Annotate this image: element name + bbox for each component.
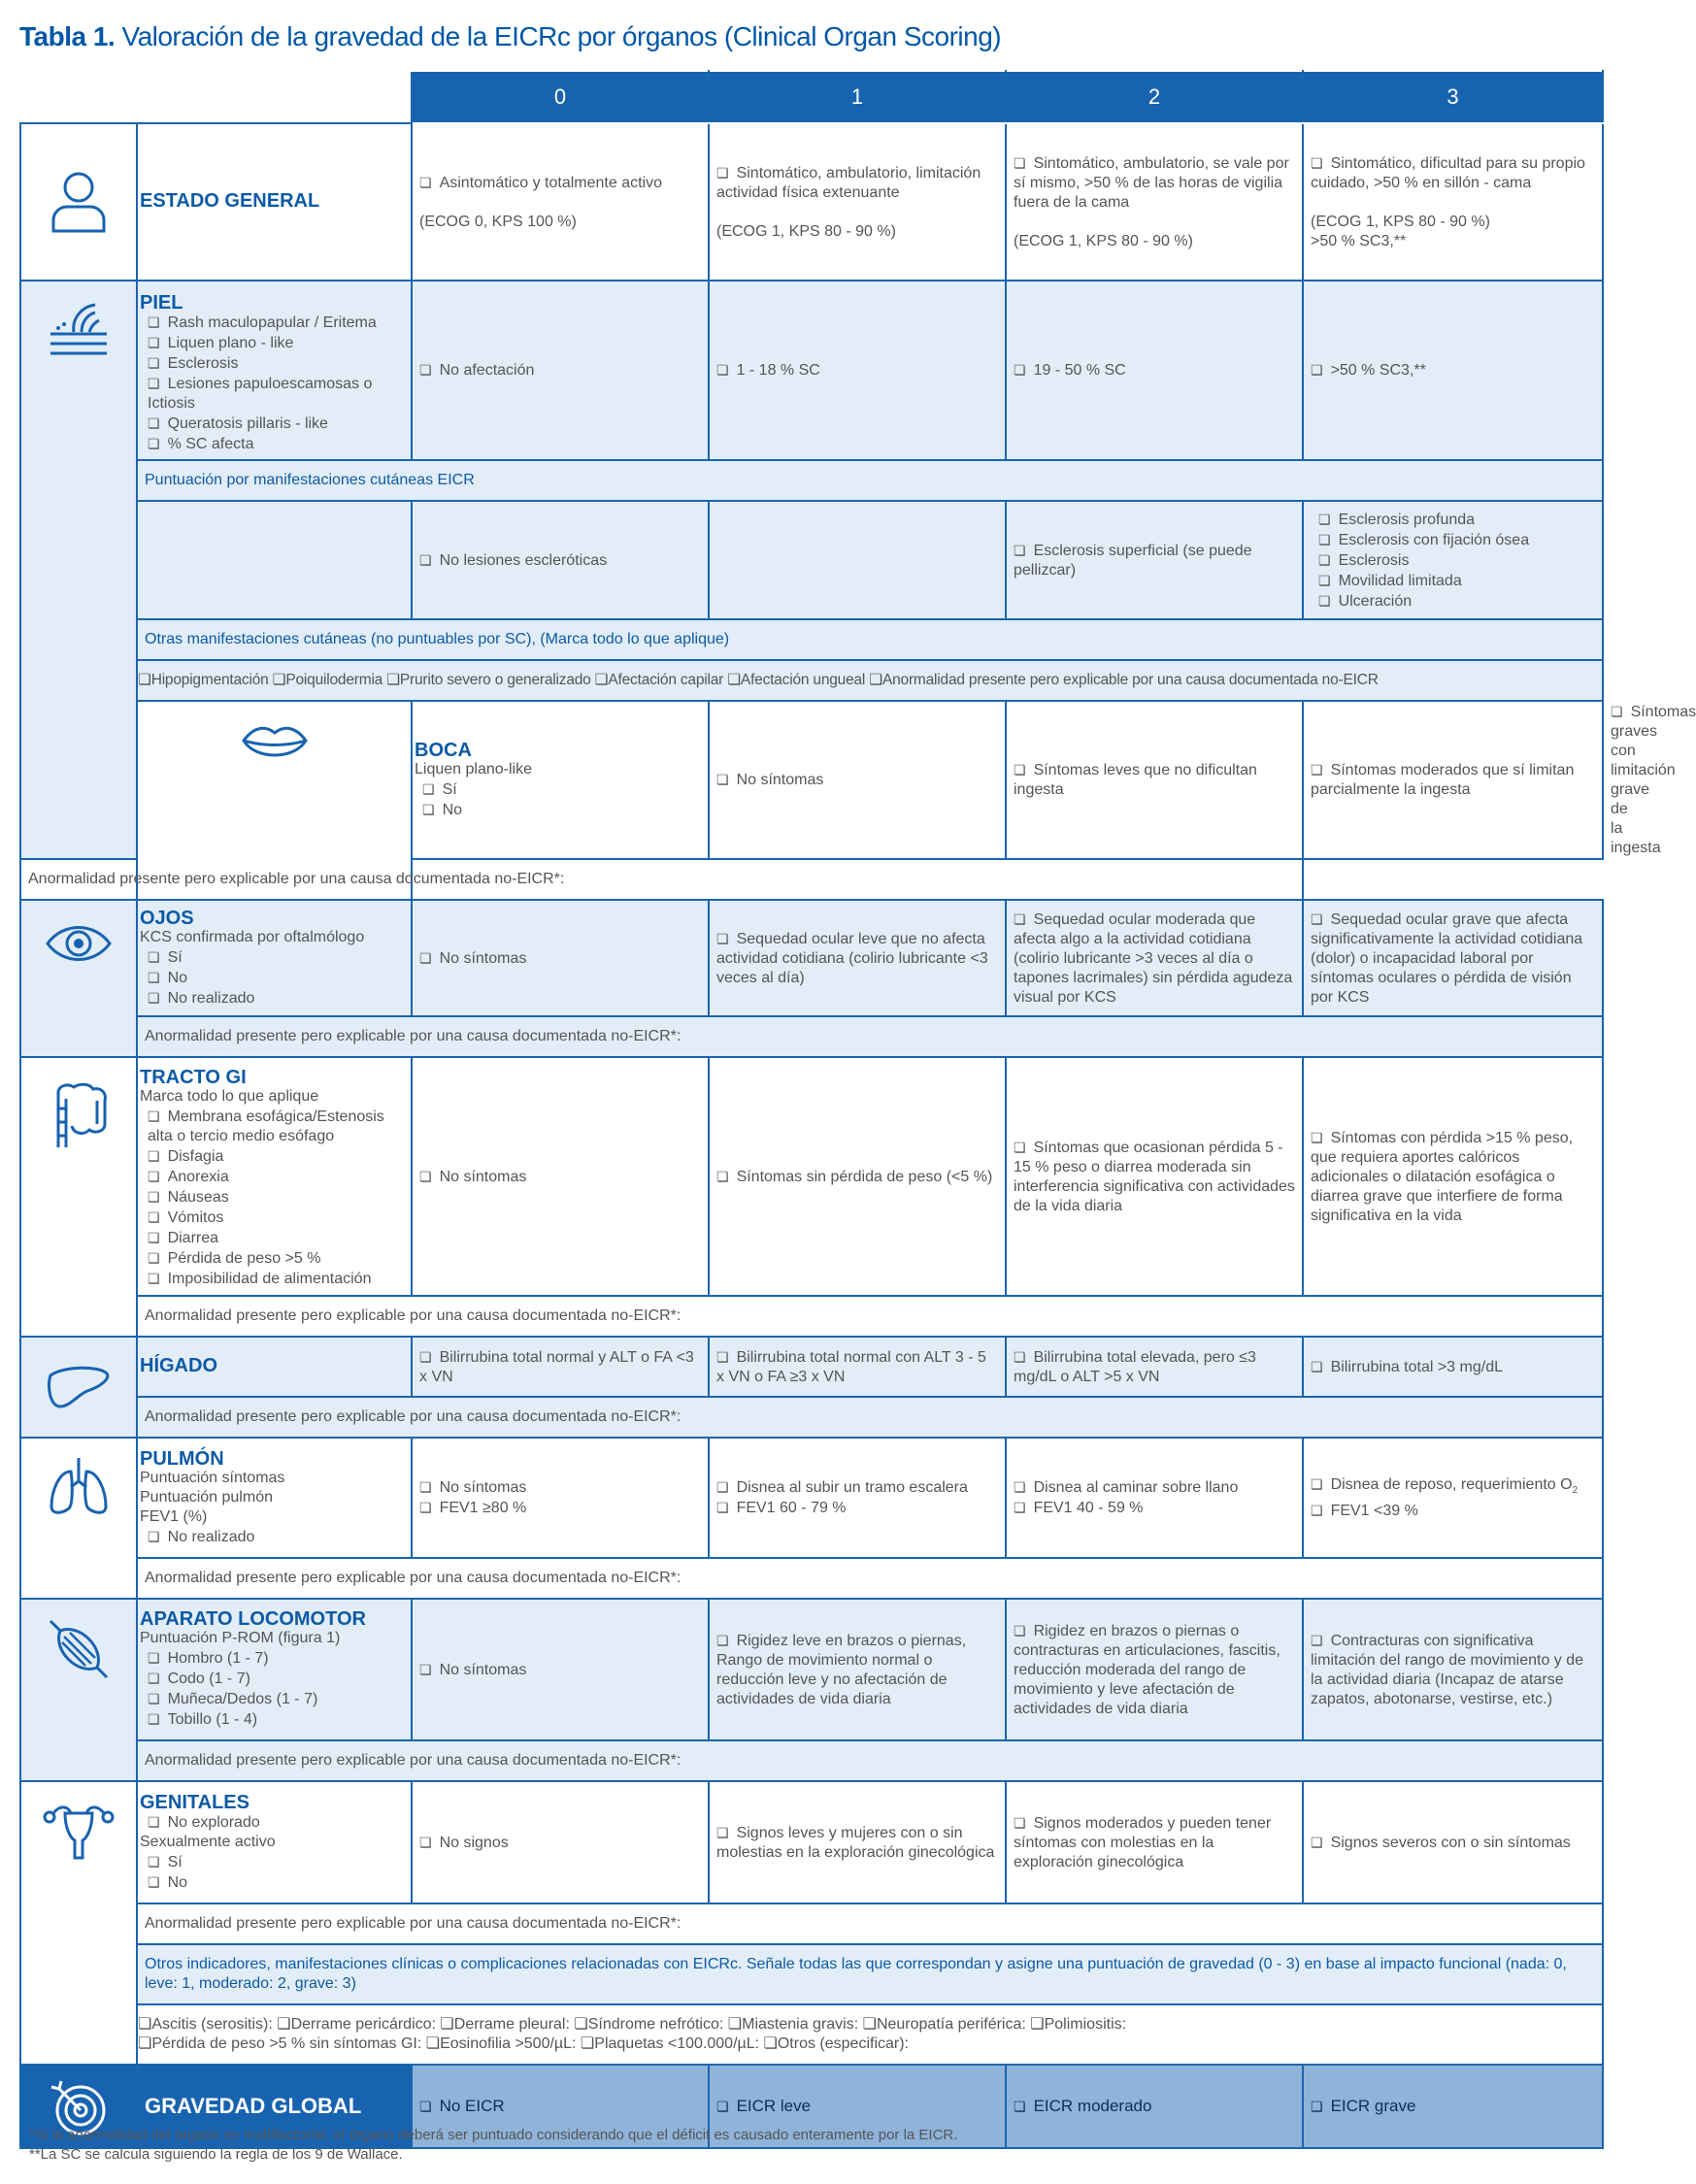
otros-header: Otros indicadores, manifestaciones clínicas o complicaciones relacionadas con EICRc. Señale todas las que correspondan y asigne una puntuación de gravedad (0 - 3) en base al impacto funcional (nada: 0, leve: 1, moderado: 2, grave: 3): [137, 1944, 1603, 2004]
row-estado-general: [20, 123, 1603, 281]
organ-scoring-table: [19, 70, 1696, 2149]
otros-header-row: [20, 1944, 1603, 2004]
estado-label: ESTADO GENERAL: [140, 190, 320, 212]
aparato-g0-option[interactable]: ❏ No síntomas: [419, 1662, 526, 1678]
row-genitales: GENITALES ❏ No explorado Sexualmente activo ❏ Sí ❏ No ❏ No signos ❏ Signos leves y mujeres con o sin molestias en la exploración ginecológica ❏ Signos moderados y pueden tener síntomas con molestias en la exploración ginecológica ❏ Signos severos con o sin síntomas: [20, 1781, 1603, 1903]
pulmon-label: PULMÓN: [140, 1447, 224, 1470]
gi-item-6[interactable]: ❏ Pérdida de peso >5 %: [140, 1248, 404, 1269]
pulmon-g1-a[interactable]: ❏ Disnea al subir un tramo escalera: [716, 1477, 998, 1498]
higado-g1-option[interactable]: ❏ Bilirrubina total normal con ALT 3 - 5 x VN o FA ≥3 x VN: [716, 1349, 986, 1385]
gi-item-3[interactable]: ❏ Náuseas: [140, 1187, 404, 1208]
genitales-g2-option[interactable]: ❏ Signos moderados y pueden tener síntomas con molestias en la exploración ginecológica: [1014, 1815, 1271, 1870]
gi-g1-option[interactable]: ❏ Síntomas sin pérdida de peso (<5 %): [716, 1169, 992, 1185]
genitales-item-no-explorado[interactable]: ❏ No explorado: [140, 1812, 404, 1833]
header-row: [20, 71, 1603, 123]
row-higado: [20, 1337, 1603, 1397]
estado-g0: ❏ Asintomático y totalmente activo (ECOG 0, KPS 100 %): [412, 123, 709, 281]
boca-g3-option[interactable]: ❏ Síntomas graves con limitación grave de la ingesta: [1611, 704, 1696, 856]
piel-g2-option[interactable]: ❏ 19 - 50 % SC: [1014, 362, 1126, 379]
piel-s3-item-1[interactable]: ❏ Esclerosis con fijación ósea: [1311, 530, 1595, 550]
piel-otras-header-row: [20, 619, 1603, 660]
grade-header-1: 1: [709, 71, 1006, 123]
aparato-label: APARATO LOCOMOTOR: [140, 1608, 366, 1630]
global-label: GRAVEDAD GLOBAL: [137, 2065, 412, 2148]
boca-g2-option[interactable]: ❏ Síntomas moderados que sí limitan parcialmente la ingesta: [1311, 762, 1574, 798]
ojos-g3-option[interactable]: ❏ Sequedad ocular grave que afecta significativamente la actividad cotidiana (dolor) o incapacidad laboral por síntomas oculares o pérdida de visión por KCS: [1311, 911, 1582, 1006]
otros-options-row: [20, 2004, 1603, 2065]
piel-g3-option[interactable]: ❏ >50 % SC3,**: [1311, 362, 1426, 379]
global-g3-option[interactable]: ❏ EICR grave: [1311, 2097, 1415, 2115]
gi-item-2[interactable]: ❏ Anorexia: [140, 1167, 404, 1187]
estado-g1: ❏ Sintomático, ambulatorio, limitación actividad física extenuante (ECOG 1, KPS 80 - 90 %): [709, 123, 1006, 281]
pulmon-g3-a[interactable]: ❏ Disnea de reposo, requerimiento $O_2$: [1311, 1476, 1578, 1493]
liver-icon: [20, 1337, 137, 1438]
genitales-anormalidad-row: [20, 1903, 1603, 1944]
aparato-item-3[interactable]: ❏ Tobillo (1 - 4): [140, 1709, 404, 1730]
footnote-2: **La SC se calcula siguiendo la regla de los 9 de Wallace.: [29, 2146, 403, 2163]
piel-sclerotic-row: [20, 501, 1603, 619]
grade-header-2: 2: [1006, 71, 1303, 123]
estado-g3-option[interactable]: ❏ Sintomático, dificultad para su propio cuidado, >50 % en sillón - cama: [1311, 155, 1585, 191]
pulmon-g3-b[interactable]: ❏ FEV1 <39 %: [1311, 1501, 1595, 1521]
piel-s2-option[interactable]: ❏ Esclerosis superficial (se puede pellizcar): [1014, 543, 1252, 579]
global-g0-option[interactable]: ❏ No EICR: [419, 2097, 505, 2115]
gi-anormalidad: Anormalidad presente pero explicable por una causa documentada no-EICR*:: [137, 1296, 1603, 1337]
pulmon-g2-b[interactable]: ❏ FEV1 40 - 59 %: [1014, 1498, 1295, 1518]
gi-g2-option[interactable]: ❏ Síntomas que ocasionan pérdida 5 - 15 % peso o diarrea moderada sin interferencia significativa con actividades de la vida diaria: [1014, 1140, 1295, 1214]
grade-header-3: 3: [1303, 71, 1603, 123]
boca-item-si[interactable]: ❏ Sí: [415, 779, 701, 800]
estado-g3: ❏ Sintomático, dificultad para su propio cuidado, >50 % en sillón - cama (ECOG 1, KPS 80 - 90 %) >50 % SC3,**: [1303, 123, 1603, 281]
piel-g1-option[interactable]: ❏ 1 - 18 % SC: [716, 362, 820, 379]
higado-g0-option[interactable]: ❏ Bilirrubina total normal y ALT o FA <3 x VN: [419, 1349, 694, 1385]
aparato-g2-option[interactable]: ❏ Rigidez en brazos o piernas o contracturas en articulaciones, fascitis, reducción moderada del rango de movimiento y leve afectación de actividades de vida diaria: [1014, 1623, 1280, 1717]
global-g2-option[interactable]: ❏ EICR moderado: [1014, 2097, 1151, 2115]
gi-g3-option[interactable]: ❏ Síntomas con pérdida >15 % peso, que requiera aportes calóricos adicionales o dilatación esofágica o diarrea grave que interfiere de forma significativa en la vida: [1311, 1130, 1573, 1224]
piel-item-1[interactable]: ❏ Liquen plano - like: [140, 333, 404, 353]
aparato-item-2[interactable]: ❏ Muñeca/Dedos (1 - 7): [140, 1689, 404, 1709]
higado-g3-option[interactable]: ❏ Bilirrubina total >3 mg/dL: [1311, 1359, 1503, 1375]
intestine-icon: [20, 1057, 137, 1337]
uterus-icon: [20, 1781, 137, 2065]
genitales-item-no[interactable]: ❏ No: [140, 1872, 404, 1893]
aparato-g1-option[interactable]: ❏ Rigidez leve en brazos o piernas, Rango de movimiento normal o reducción leve y no afectación de actividades de vida diaria: [716, 1633, 966, 1707]
genitales-g0-option[interactable]: ❏ No signos: [419, 1835, 509, 1851]
gi-item-5[interactable]: ❏ Diarrea: [140, 1228, 404, 1248]
higado-label: HÍGADO: [140, 1355, 217, 1376]
ojos-g2-option[interactable]: ❏ Sequedad ocular moderada que afecta algo a la actividad cotidiana (colirio lubricante >3 veces al día o tapones lacrimales) sin pérdida agudeza visual por KCS: [1014, 911, 1292, 1006]
otros-options: ❏Ascitis (serositis): ❏Derrame pericárdico: ❏Derrame pleural: ❏Síndrome nefrótico: ❏Miastenia gravis: ❏Neuropatía periférica: ❏Polimiositis: ❏Pérdida de peso >5 % sin síntomas GI: ❏Eosinofilia >500/µL: ❏Plaquetas <100.000/µL: ❏Otros (especificar):: [137, 2004, 1603, 2065]
piel-g0-option[interactable]: ❏ No afectación: [419, 362, 534, 379]
ojos-label: OJOS: [140, 907, 194, 929]
row-boca: BOCA Liquen plano-like ❏ Sí ❏ No ❏ No síntomas ❏ Síntomas leves que no dificultan ingesta ❏ Síntomas moderados que sí limitan parcialmente la ingesta ❏ Síntomas graves con limitación grave de la ingesta: [20, 701, 1603, 859]
boca-anormalidad-row: [20, 859, 1603, 900]
estado-g2: ❏ Sintomático, ambulatorio, se vale por sí mismo, >50 % de las horas de vigilia fuera de la cama (ECOG 1, KPS 80 - 90 %): [1006, 123, 1303, 281]
person-icon: [20, 123, 137, 281]
boca-anormalidad: Anormalidad presente pero explicable por una causa documentada no-EICR*:: [20, 859, 1303, 900]
genitales-g3-option[interactable]: ❏ Signos severos con o sin síntomas: [1311, 1835, 1571, 1851]
ojos-item-si[interactable]: ❏ Sí: [140, 947, 404, 968]
genitales-anormalidad: Anormalidad presente pero explicable por una causa documentada no-EICR*:: [137, 1903, 1603, 1944]
piel-item-2[interactable]: ❏ Esclerosis: [140, 353, 404, 374]
pulmon-anormalidad-row: [20, 1558, 1603, 1599]
piel-subheader: Puntuación por manifestaciones cutáneas EICR: [137, 460, 1603, 501]
footnotes: [29, 2126, 957, 2165]
aparato-anormalidad: Anormalidad presente pero explicable por una causa documentada no-EICR*:: [137, 1740, 1603, 1781]
genitales-g1-option[interactable]: ❏ Signos leves y mujeres con o sin molestias en la exploración ginecológica: [716, 1825, 994, 1861]
ojos-g0-option[interactable]: ❏ No síntomas: [419, 950, 526, 967]
ojos-anormalidad: Anormalidad presente pero explicable por una causa documentada no-EICR*:: [137, 1016, 1603, 1057]
piel-item-0[interactable]: ❏ Rash maculopapular / Eritema: [140, 313, 404, 333]
pulmon-g0-a[interactable]: ❏ No síntomas: [419, 1477, 701, 1498]
gi-item-4[interactable]: ❏ Vómitos: [140, 1208, 404, 1228]
row-pulmon: PULMÓN Puntuación síntomas Puntuación pulmón FEV1 (%) ❏ No realizado ❏ No síntomas ❏ FEV1 ≥80 % ❏ Disnea al subir un tramo escalera ❏ FEV1 60 - 79 % ❏ Disnea al caminar sobre llano ❏ FEV1 40 - 59 % ❏ Disnea de reposo, requerimiento $O_2$ ❏ FEV1 <39 %: [20, 1438, 1603, 1558]
gi-item-1[interactable]: ❏ Disfagia: [140, 1146, 404, 1167]
piel-label: PIEL: [140, 292, 183, 314]
genitales-item-si[interactable]: ❏ Sí: [140, 1852, 404, 1872]
higado-anormalidad-row: [20, 1397, 1603, 1438]
piel-s3-item-3[interactable]: ❏ Movilidad limitada: [1311, 571, 1595, 591]
eye-icon: [20, 900, 137, 1057]
estado-g0-option[interactable]: ❏ Asintomático y totalmente activo: [419, 175, 662, 191]
row-ojos: OJOS KCS confirmada por oftalmólogo ❏ Sí ❏ No ❏ No realizado ❏ No síntomas ❏ Sequedad ocular leve que no afecta actividad cotidiana (colirio lubricante <3 veces al día) ❏ Sequedad ocular moderada que afecta algo a la actividad cotidiana (colirio lubricante >3 veces al día o tapones lacrimales) sin pérdida agudeza visual por KCS ❏ Sequedad ocular grave que afecta significativamente la actividad cotidiana (dolor) o incapacidad laboral por síntomas oculares o pérdida de visión por KCS: [20, 900, 1603, 1016]
boca-item-no[interactable]: ❏ No: [415, 800, 701, 820]
higado-g2-option[interactable]: ❏ Bilirrubina total elevada, pero ≤3 mg/dL o ALT >5 x VN: [1014, 1349, 1256, 1385]
piel-s0-option[interactable]: ❏ No lesiones escleróticas: [419, 552, 607, 569]
aparato-anormalidad-row: [20, 1740, 1603, 1781]
aparato-item-1[interactable]: ❏ Codo (1 - 7): [140, 1669, 404, 1689]
table-title: Tabla 1. Valoración de la gravedad de la EICRc por órganos (Clinical Organ Scoring): [19, 21, 1002, 51]
piel-s3-item-4[interactable]: ❏ Ulceración: [1311, 591, 1595, 612]
pulmon-item-no-realizado[interactable]: ❏ No realizado: [140, 1527, 404, 1547]
footnote-1: *Si la anormalidad del órgano es multifactorial, el órgano deberá ser puntuado considerando que el déficit es causado enteramente por la EICR.: [29, 2127, 958, 2143]
row-piel: [20, 281, 1603, 460]
global-g1-option[interactable]: ❏ EICR leve: [716, 2097, 811, 2115]
muscle-icon: [20, 1599, 137, 1781]
gi-g0-option[interactable]: ❏ No síntomas: [419, 1169, 526, 1185]
row-aparato: APARATO LOCOMOTOR Puntuación P-ROM (figura 1) ❏ Hombro (1 - 7) ❏ Codo (1 - 7) ❏ Muñeca/Dedos (1 - 7) ❏ Tobillo (1 - 4) ❏ No síntomas ❏ Rigidez leve en brazos o piernas, Rango de movimiento normal o reducción leve y no afectación de actividades de vida diaria ❏ Rigidez en brazos o piernas o contracturas en articulaciones, fascitis, reducción moderada del rango de movimiento y leve afectación de actividades de vida diaria ❏ Contracturas con significativa limitación del rango de movimiento y de la actividad diaria (Incapaz de atarse zapatos, abotonarse, vestirse, etc.): [20, 1599, 1603, 1740]
gi-anormalidad-row: [20, 1296, 1603, 1337]
piel-s3-item-2[interactable]: ❏ Esclerosis: [1311, 550, 1595, 571]
grade-header-0: 0: [412, 71, 709, 123]
gi-item-0[interactable]: ❏ Membrana esofágica/Estenosis alta o tercio medio esófago: [140, 1107, 404, 1146]
piel-s3-item-0[interactable]: ❏ Esclerosis profunda: [1311, 510, 1595, 530]
piel-item-4[interactable]: ❏ Queratosis pillaris - like: [140, 414, 404, 434]
pulmon-g0-b[interactable]: ❏ FEV1 ≥80 %: [419, 1498, 701, 1518]
aparato-item-0[interactable]: ❏ Hombro (1 - 7): [140, 1648, 404, 1669]
skin-icon: [20, 281, 137, 859]
boca-g0-option[interactable]: ❏ No síntomas: [716, 772, 823, 788]
ojos-item-no-realizado[interactable]: ❏ No realizado: [140, 988, 404, 1009]
ojos-g1-option[interactable]: ❏ Sequedad ocular leve que no afecta actividad cotidiana (colirio lubricante <3 veces al día): [716, 931, 988, 986]
boca-label: BOCA: [415, 739, 472, 761]
gi-item-7[interactable]: ❏ Imposibilidad de alimentación: [140, 1269, 404, 1289]
piel-subheader-row: [20, 460, 1603, 501]
pulmon-g2-a[interactable]: ❏ Disnea al caminar sobre llano: [1014, 1477, 1295, 1498]
boca-g1-option[interactable]: ❏ Síntomas leves que no dificultan ingesta: [1014, 762, 1257, 798]
ojos-item-no[interactable]: ❏ No: [140, 968, 404, 988]
piel-otras-header: Otras manifestaciones cutáneas (no puntuables por SC), (Marca todo lo que aplique): [137, 619, 1603, 660]
lungs-icon: [20, 1438, 137, 1599]
estado-g2-option[interactable]: ❏ Sintomático, ambulatorio, se vale por sí mismo, >50 % de las horas de vigilia fuera de la cama: [1014, 155, 1289, 211]
higado-anormalidad: Anormalidad presente pero explicable por una causa documentada no-EICR*:: [137, 1397, 1603, 1438]
aparato-g3-option[interactable]: ❏ Contracturas con significativa limitación del rango de movimiento y de la actividad diaria (Incapaz de atarse zapatos, abotonarse, vestirse, etc.): [1311, 1633, 1583, 1707]
piel-item-3[interactable]: ❏ Lesiones papuloescamosas o Ictiosis: [140, 374, 404, 414]
genitales-label: GENITALES: [140, 1791, 249, 1813]
gi-label: TRACTO GI: [140, 1067, 247, 1088]
pulmon-g1-b[interactable]: ❏ FEV1 60 - 79 %: [716, 1498, 998, 1518]
piel-otras-options[interactable]: ❏Hipopigmentación ❏Poiquilodermia ❏Prurito severo o generalizado ❏Afectación capilar ❏Afectación ungueal ❏Anormalidad presente pero explicable por una causa documentada no-EICR: [137, 660, 1603, 701]
pulmon-anormalidad: Anormalidad presente pero explicable por una causa documentada no-EICR*:: [137, 1558, 1603, 1599]
estado-g1-option[interactable]: ❏ Sintomático, ambulatorio, limitación actividad física extenuante: [716, 165, 981, 201]
row-gi: TRACTO GI Marca todo lo que aplique ❏ Membrana esofágica/Estenosis alta o tercio medio esófago ❏ Disfagia ❏ Anorexia ❏ Náuseas ❏ Vómitos ❏ Diarrea ❏ Pérdida de peso >5 % ❏ Imposibilidad de alimentación ❏ No síntomas ❏ Síntomas sin pérdida de peso (<5 %) ❏ Síntomas que ocasionan pérdida 5 - 15 % peso o diarrea moderada sin interferencia significativa con actividades de la vida diaria ❏ Síntomas con pérdida >15 % peso, que requiera aportes calóricos adicionales o dilatación esofágica o diarrea grave que interfiere de forma significativa en la vida: [20, 1057, 1603, 1296]
ojos-anormalidad-row: [20, 1016, 1603, 1057]
piel-item-5[interactable]: ❏ % SC afecta: [140, 434, 404, 454]
piel-otras-row: [20, 660, 1603, 701]
